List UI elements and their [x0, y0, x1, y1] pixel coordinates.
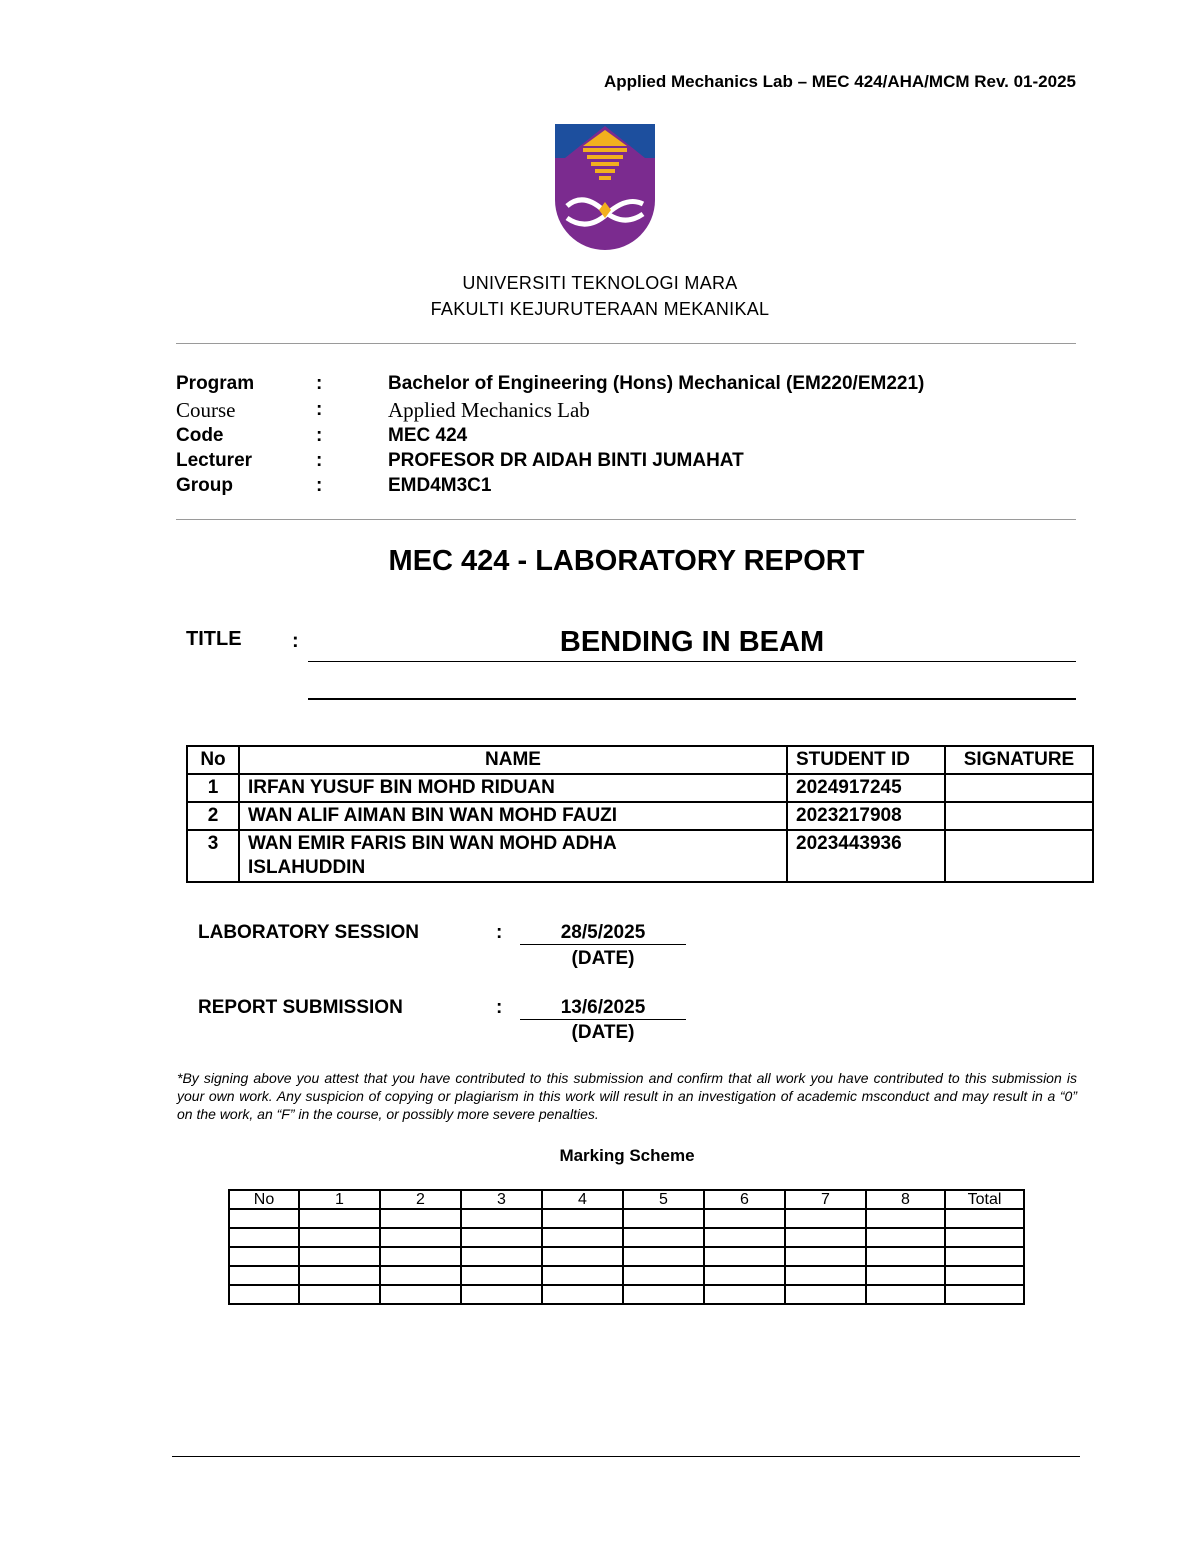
marking-cell[interactable] [299, 1247, 380, 1266]
report-submission-date-caption: (DATE) [571, 1022, 635, 1043]
marking-cell[interactable] [623, 1266, 704, 1285]
title-colon: : [292, 630, 299, 652]
header-name: NAME [239, 746, 787, 774]
member-name-continued: ISLAHUDDIN [248, 857, 366, 878]
member-no: 3 [187, 830, 239, 882]
marking-header-row [229, 1190, 1024, 1209]
marking-cell[interactable] [704, 1247, 785, 1266]
marking-cell[interactable] [380, 1266, 461, 1285]
marking-row [229, 1266, 1024, 1285]
marking-row [229, 1285, 1024, 1304]
program-value: Bachelor of Engineering (Hons) Mechanical (EM220/EM221) [388, 373, 925, 394]
report-submission-label: REPORT SUBMISSION [198, 997, 403, 1018]
marking-header-2: 2 [380, 1190, 461, 1209]
marking-cell[interactable] [866, 1285, 945, 1304]
marking-cell[interactable] [866, 1228, 945, 1247]
marking-cell[interactable] [229, 1247, 299, 1266]
marking-cell[interactable] [866, 1266, 945, 1285]
marking-scheme-table [228, 1189, 1025, 1305]
program-label: Program [176, 373, 255, 394]
members-header-row [187, 746, 1093, 774]
marking-cell[interactable] [945, 1209, 1024, 1228]
program-colon: : [316, 373, 323, 394]
marking-cell[interactable] [380, 1285, 461, 1304]
table-row [187, 802, 1093, 830]
member-student-id: 2023443936 [787, 830, 945, 882]
divider [176, 343, 1076, 344]
code-label: Code [176, 425, 224, 446]
marking-cell[interactable] [866, 1247, 945, 1266]
lecturer-colon: : [316, 450, 323, 471]
disclaimer-text: *By signing above you attest that you have contributed to this submission and confirm that all work you have contributed to this submission is your own work. Any suspicion of copying or plagiarism in this work will result in an investigation of academic msconduct and may result in a “0” on the work, an “F” in the course, or possibly more severe penalties. [177, 1070, 1077, 1122]
marking-cell[interactable] [866, 1209, 945, 1228]
marking-row [229, 1228, 1024, 1247]
faculty-name: FAKULTI KEJURUTERAAN MEKANIKAL [430, 299, 770, 319]
report-submission-colon: : [496, 997, 503, 1018]
member-signature[interactable] [945, 774, 1093, 802]
marking-header-6: 6 [704, 1190, 785, 1209]
header-signature: SIGNATURE [945, 746, 1093, 774]
marking-header-total: Total [945, 1190, 1024, 1209]
marking-cell[interactable] [299, 1266, 380, 1285]
marking-cell[interactable] [704, 1266, 785, 1285]
members-table [186, 745, 1094, 883]
marking-cell[interactable] [785, 1209, 866, 1228]
marking-cell[interactable] [623, 1228, 704, 1247]
code-value: MEC 424 [388, 425, 468, 446]
marking-cell[interactable] [785, 1228, 866, 1247]
marking-cell[interactable] [380, 1228, 461, 1247]
marking-cell[interactable] [380, 1247, 461, 1266]
member-no: 2 [187, 802, 239, 830]
header-no: No [187, 746, 239, 774]
marking-row [229, 1209, 1024, 1228]
member-name: WAN ALIF AIMAN BIN WAN MOHD FAUZI [239, 802, 787, 830]
marking-header-5: 5 [623, 1190, 704, 1209]
course-colon: : [316, 399, 323, 420]
marking-cell[interactable] [461, 1228, 542, 1247]
marking-cell[interactable] [380, 1209, 461, 1228]
footer-divider [172, 1456, 1080, 1457]
marking-cell[interactable] [945, 1247, 1024, 1266]
marking-row [229, 1247, 1024, 1266]
marking-header-4: 4 [542, 1190, 623, 1209]
marking-cell[interactable] [785, 1247, 866, 1266]
marking-cell[interactable] [461, 1209, 542, 1228]
marking-cell[interactable] [945, 1266, 1024, 1285]
marking-cell[interactable] [945, 1228, 1024, 1247]
divider [176, 519, 1076, 520]
marking-header-no: No [229, 1190, 299, 1209]
marking-cell[interactable] [299, 1228, 380, 1247]
marking-cell[interactable] [704, 1228, 785, 1247]
member-signature[interactable] [945, 830, 1093, 882]
lab-session-date-caption: (DATE) [571, 948, 635, 969]
table-row [187, 774, 1093, 802]
title-value: BENDING IN BEAM [559, 626, 825, 658]
title-label: TITLE [186, 628, 242, 650]
marking-cell[interactable] [461, 1285, 542, 1304]
marking-cell[interactable] [542, 1228, 623, 1247]
course-value: Applied Mechanics Lab [388, 398, 590, 422]
code-colon: : [316, 425, 323, 446]
marking-cell[interactable] [704, 1209, 785, 1228]
marking-scheme-title: Marking Scheme [559, 1146, 695, 1165]
document-reference: Applied Mechanics Lab – MEC 424/AHA/MCM Rev. 01-2025 [603, 72, 1076, 91]
member-no: 1 [187, 774, 239, 802]
marking-cell[interactable] [229, 1266, 299, 1285]
marking-cell[interactable] [229, 1209, 299, 1228]
lab-session-date: 28/5/2025 [520, 922, 686, 945]
group-value: EMD4M3C1 [388, 475, 492, 496]
table-row [187, 830, 1093, 882]
marking-header-3: 3 [461, 1190, 542, 1209]
member-name: IRFAN YUSUF BIN MOHD RIDUAN [239, 774, 787, 802]
marking-cell[interactable] [461, 1247, 542, 1266]
marking-cell[interactable] [229, 1228, 299, 1247]
marking-header-8: 8 [866, 1190, 945, 1209]
member-signature[interactable] [945, 802, 1093, 830]
marking-cell[interactable] [623, 1247, 704, 1266]
title-underline [308, 661, 1076, 662]
uitm-crest-icon [553, 122, 657, 250]
group-colon: : [316, 475, 323, 496]
header-student-id: STUDENT ID [787, 746, 945, 774]
marking-cell[interactable] [542, 1266, 623, 1285]
marking-cell[interactable] [229, 1285, 299, 1304]
marking-cell[interactable] [542, 1247, 623, 1266]
member-name-cell [239, 830, 787, 882]
report-submission-date: 13/6/2025 [520, 997, 686, 1020]
marking-cell[interactable] [785, 1285, 866, 1304]
title-underline-second [308, 698, 1076, 700]
course-label: Course [176, 398, 236, 422]
marking-cell[interactable] [542, 1285, 623, 1304]
marking-cell[interactable] [461, 1266, 542, 1285]
marking-cell[interactable] [785, 1266, 866, 1285]
member-name: WAN EMIR FARIS BIN WAN MOHD ADHA [248, 833, 617, 854]
marking-cell[interactable] [542, 1209, 623, 1228]
lab-session-colon: : [496, 922, 503, 943]
marking-cell[interactable] [623, 1209, 704, 1228]
group-label: Group [176, 475, 233, 496]
university-name: UNIVERSITI TEKNOLOGI MARA [462, 273, 738, 293]
lab-session-label: LABORATORY SESSION [198, 922, 419, 943]
marking-cell[interactable] [299, 1285, 380, 1304]
marking-cell[interactable] [945, 1285, 1024, 1304]
marking-header-7: 7 [785, 1190, 866, 1209]
marking-header-1: 1 [299, 1190, 380, 1209]
member-student-id: 2024917245 [787, 774, 945, 802]
marking-cell[interactable] [704, 1285, 785, 1304]
lecturer-value: PROFESOR DR AIDAH BINTI JUMAHAT [388, 450, 744, 471]
lecturer-label: Lecturer [176, 450, 253, 471]
member-student-id: 2023217908 [787, 802, 945, 830]
marking-cell[interactable] [299, 1209, 380, 1228]
report-title: MEC 424 - LABORATORY REPORT [388, 545, 865, 577]
marking-cell[interactable] [623, 1285, 704, 1304]
